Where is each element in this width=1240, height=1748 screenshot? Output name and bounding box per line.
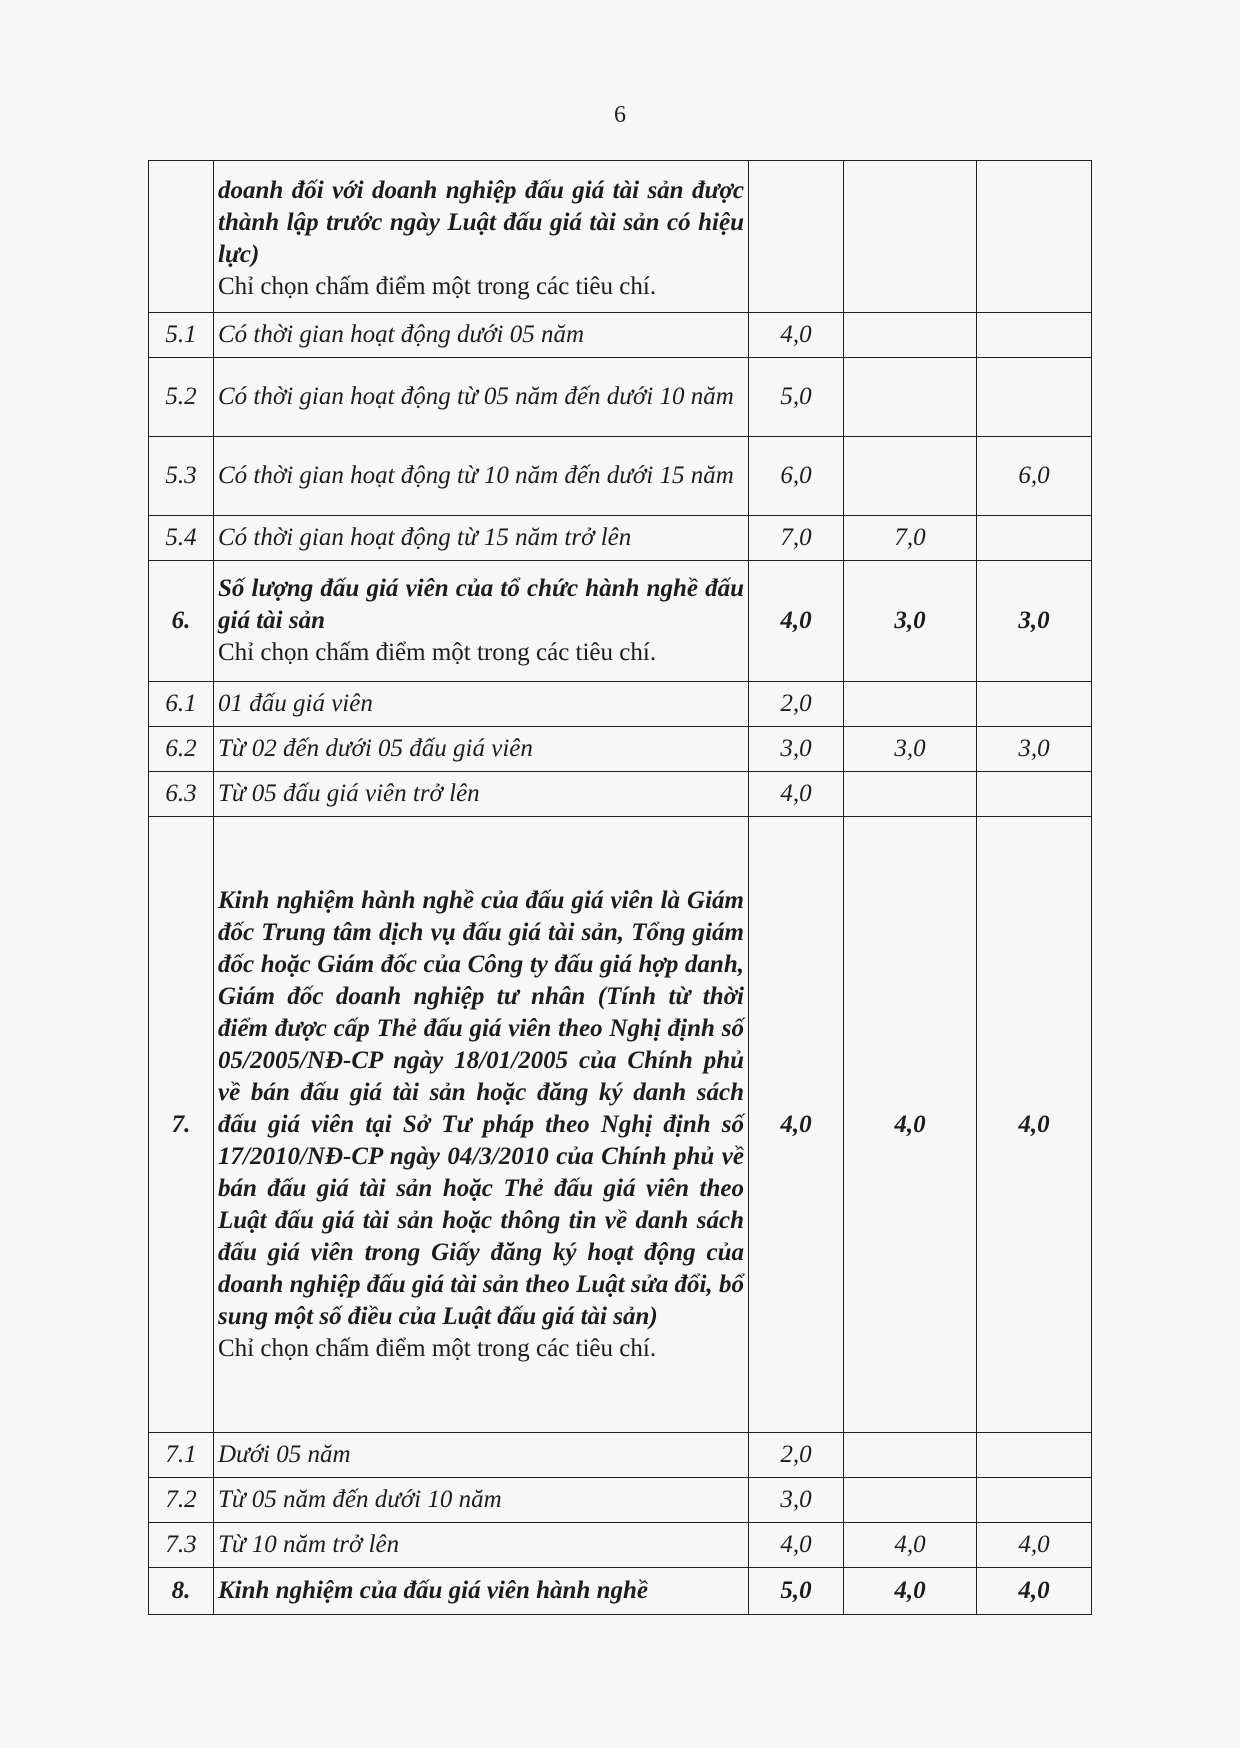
row-number: 6.1 [149, 682, 214, 727]
criteria-text: Có thời gian hoạt động từ 05 năm đến dưới 10 năm [214, 358, 749, 437]
criteria-cell [214, 161, 749, 313]
criteria-text: Từ 10 năm trở lên [214, 1523, 749, 1568]
criteria-note: Chỉ chọn chấm điểm một trong các tiêu chí. [218, 1334, 657, 1362]
row-number: 5.1 [149, 313, 214, 358]
row-number: 6.2 [149, 727, 214, 772]
score-2: 3,0 [977, 561, 1092, 682]
max-score: 2,0 [749, 1433, 844, 1478]
table-row [149, 1433, 1092, 1478]
score-1 [844, 1433, 977, 1478]
score-1 [844, 1478, 977, 1523]
table-row [149, 1568, 1092, 1615]
row-number: 5.3 [149, 437, 214, 516]
table-row [149, 161, 1092, 313]
score-2: 4,0 [977, 1568, 1092, 1615]
row-number: 6.3 [149, 772, 214, 817]
criteria-note: Chỉ chọn chấm điểm một trong các tiêu chí. [218, 272, 657, 300]
max-score: 3,0 [749, 1478, 844, 1523]
score-2 [977, 1433, 1092, 1478]
score-1 [844, 772, 977, 817]
score-1 [844, 682, 977, 727]
max-score: 3,0 [749, 727, 844, 772]
criteria-title: doanh đối với doanh nghiệp đấu giá tài sản được thành lập trước ngày Luật đấu giá tài sản có hiệu lực) [218, 176, 744, 268]
score-2 [977, 516, 1092, 561]
row-number: 8. [149, 1568, 214, 1615]
max-score: 6,0 [749, 437, 844, 516]
criteria-title: Số lượng đấu giá viên của tổ chức hành nghề đấu giá tài sản [218, 575, 744, 634]
criteria-cell [214, 817, 749, 1433]
max-score: 4,0 [749, 561, 844, 682]
score-1: 3,0 [844, 561, 977, 682]
table-row [149, 437, 1092, 516]
score-2: 3,0 [977, 727, 1092, 772]
table-row [149, 1523, 1092, 1568]
criteria-text: Từ 05 đấu giá viên trở lên [214, 772, 749, 817]
criteria-title: Kinh nghiệm của đấu giá viên hành nghề [214, 1568, 749, 1615]
table-row [149, 772, 1092, 817]
score-2 [977, 1478, 1092, 1523]
max-score: 7,0 [749, 516, 844, 561]
table-row [149, 313, 1092, 358]
score-2: 4,0 [977, 817, 1092, 1433]
table-row [149, 516, 1092, 561]
max-score: 4,0 [749, 1523, 844, 1568]
score-2 [977, 313, 1092, 358]
criteria-text: Dưới 05 năm [214, 1433, 749, 1478]
score-1: 4,0 [844, 1568, 977, 1615]
score-2 [977, 161, 1092, 313]
row-number [149, 161, 214, 313]
row-number: 7.1 [149, 1433, 214, 1478]
score-1 [844, 161, 977, 313]
criteria-text: Có thời gian hoạt động từ 10 năm đến dưới 15 năm [214, 437, 749, 516]
scoring-table [148, 160, 1092, 1615]
max-score: 5,0 [749, 358, 844, 437]
row-number: 5.4 [149, 516, 214, 561]
criteria-text: Từ 02 đến dưới 05 đấu giá viên [214, 727, 749, 772]
score-2 [977, 682, 1092, 727]
score-1: 4,0 [844, 817, 977, 1433]
max-score: 5,0 [749, 1568, 844, 1615]
criteria-note: Chỉ chọn chấm điểm một trong các tiêu chí. [218, 639, 657, 666]
row-number: 5.2 [149, 358, 214, 437]
criteria-text: Từ 05 năm đến dưới 10 năm [214, 1478, 749, 1523]
table-row [149, 561, 1092, 682]
score-1 [844, 313, 977, 358]
criteria-text: Có thời gian hoạt động từ 15 năm trở lên [214, 516, 749, 561]
row-number: 7.3 [149, 1523, 214, 1568]
page-number: 6 [614, 102, 626, 128]
score-1 [844, 437, 977, 516]
max-score: 2,0 [749, 682, 844, 727]
score-2 [977, 358, 1092, 437]
score-1: 4,0 [844, 1523, 977, 1568]
row-number: 6. [149, 561, 214, 682]
score-2: 6,0 [977, 437, 1092, 516]
criteria-title: Kinh nghiệm hành nghề của đấu giá viên là Giám đốc Trung tâm dịch vụ đấu giá tài sản, Tổng giám đốc hoặc Giám đốc của Công ty đấu giá hợp danh, Giám đốc doanh nghiệp tư nhân (Tính từ thời điểm được cấp Thẻ đấu giá viên theo Nghị định số 05/2005/NĐ-CP ngày 18/01/2005 của Chính phủ về bán đấu giá tài sản hoặc đăng ký danh sách đấu giá viên tại Sở Tư pháp theo Nghị định số 17/2010/NĐ-CP ngày 04/3/2010 của Chính phủ về bán đấu giá tài sản hoặc Thẻ đấu giá viên theo Luật đấu giá tài sản hoặc thông tin về danh sách đấu giá viên trong Giấy đăng ký hoạt động của doanh nghiệp đấu giá tài sản theo Luật sửa đổi, bổ sung một số điều của Luật đấu giá tài sản) [218, 886, 744, 1330]
row-number: 7. [149, 817, 214, 1433]
criteria-text: 01 đấu giá viên [214, 682, 749, 727]
criteria-cell [214, 561, 749, 682]
score-2: 4,0 [977, 1523, 1092, 1568]
table-row [149, 682, 1092, 727]
criteria-text: Có thời gian hoạt động dưới 05 năm [214, 313, 749, 358]
table-row [149, 817, 1092, 1433]
score-2 [977, 772, 1092, 817]
row-number: 7.2 [149, 1478, 214, 1523]
max-score: 4,0 [749, 772, 844, 817]
score-1: 7,0 [844, 516, 977, 561]
table-row [149, 727, 1092, 772]
table-row [149, 1478, 1092, 1523]
max-score: 4,0 [749, 817, 844, 1433]
score-1: 3,0 [844, 727, 977, 772]
table-row [149, 358, 1092, 437]
max-score: 4,0 [749, 313, 844, 358]
score-1 [844, 358, 977, 437]
max-score [749, 161, 844, 313]
